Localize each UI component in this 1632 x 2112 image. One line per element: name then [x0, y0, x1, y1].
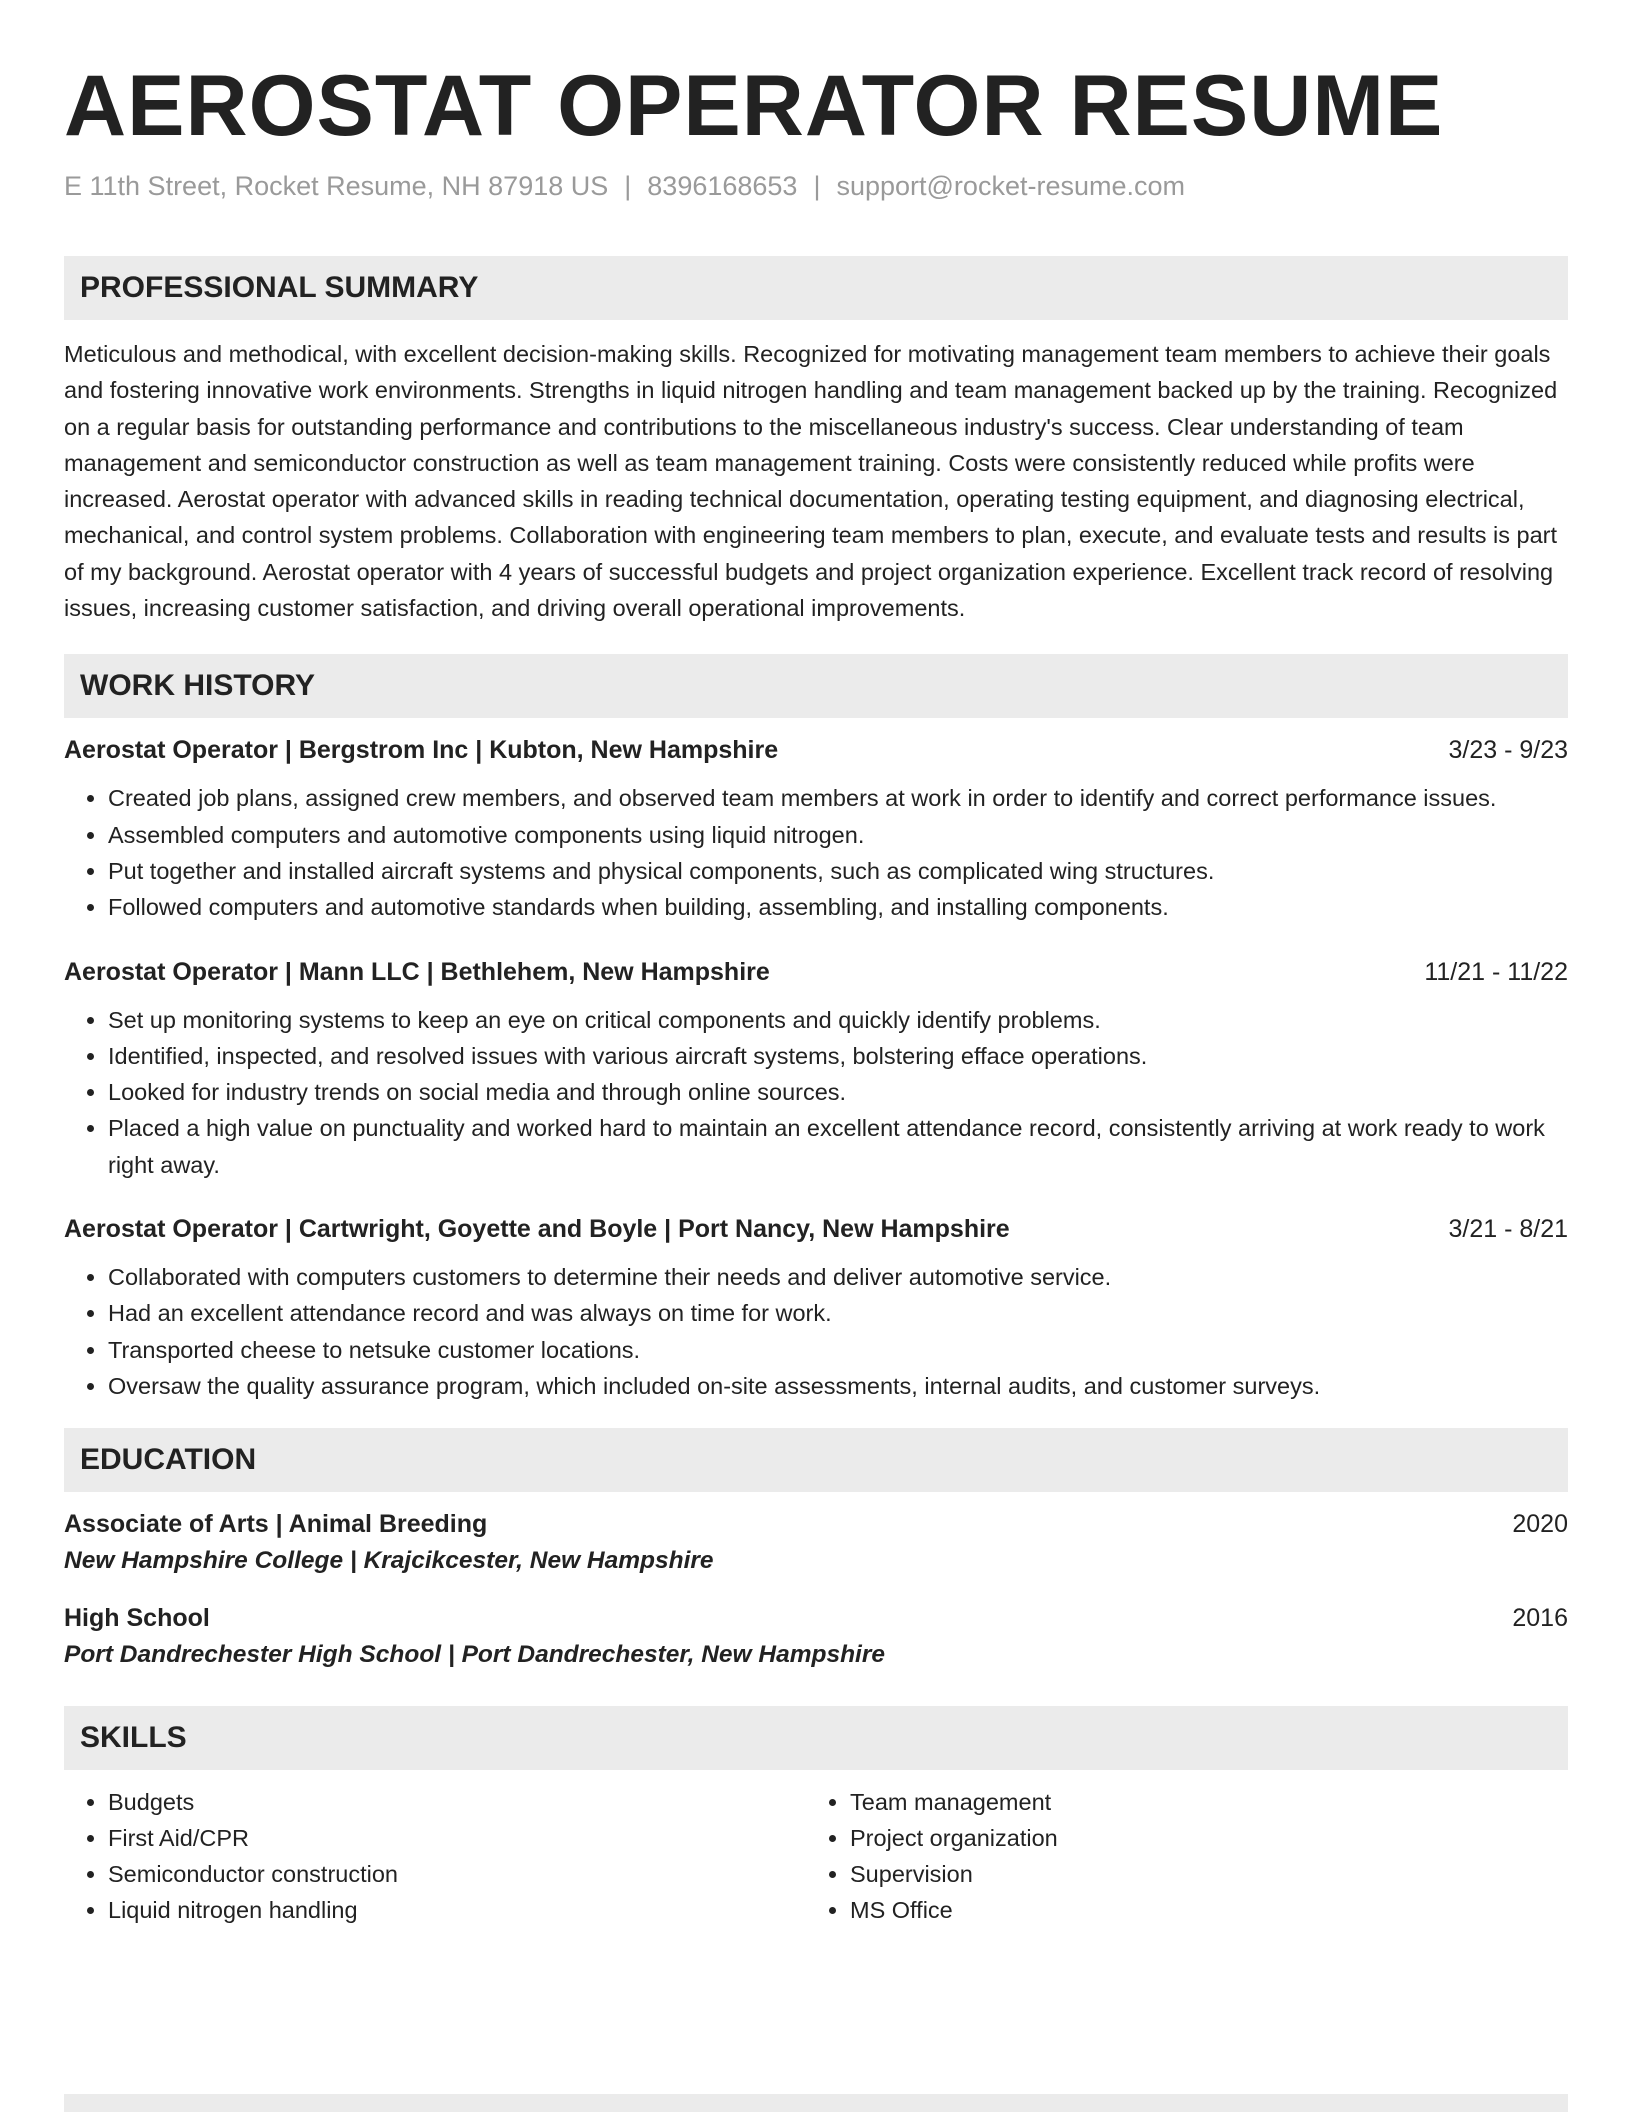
job-bullet: • Set up monitoring systems to keep an eye on critical components and quickly identify problems.	[108, 1002, 1568, 1038]
job-entry	[64, 1211, 1568, 1404]
education-entry	[64, 1600, 1568, 1674]
summary-text: Meticulous and methodical, with excellent decision-making skills. Recognized for motivating management team members to achieve their goals and fostering innovative work environments. Strengths in liquid nitrogen handling and team management backed up by the training. Recognized on a regular basis for outstanding performance and contributions to the miscellaneous industry's success. Clear understanding of team management and semiconductor construction as well as team management training. Costs were consistently reduced while profits were increased. Aerostat operator with advanced skills in reading technical documentation, operating testing equipment, and diagnosing electrical, mechanical, and control system problems. Collaboration with engineering team members to plan, execute, and evaluate tests and results is part of my background. Aerostat operator with 4 years of successful budgets and project organization experience. Excellent track record of resolving issues, increasing customer satisfaction, and driving overall operational improvements.	[64, 341, 1558, 622]
job-bullet: • Looked for industry trends on social media and through online sources.	[108, 1074, 1568, 1110]
job-bullet: • Assembled computers and automotive components using liquid nitrogen.	[108, 817, 1568, 853]
job-dates: 3/23 - 9/23	[1448, 736, 1568, 765]
skill-item: • First Aid/CPR	[108, 1820, 806, 1856]
education-header	[64, 1600, 1568, 1636]
skills-column-right	[806, 1784, 1548, 1928]
skill-item: • MS Office	[850, 1892, 1548, 1928]
job-title: Aerostat Operator | Mann LLC | Bethlehem, New Hampshire	[64, 957, 770, 986]
resume-page	[64, 0, 1568, 1928]
education-school: Port Dandrechester High School | Port Dandrechester, New Hampshire	[64, 1641, 886, 1669]
job-bullet: • Transported cheese to netsuke customer locations.	[108, 1332, 1568, 1368]
job-header	[64, 732, 1568, 768]
skill-item: • Semiconductor construction	[108, 1856, 806, 1892]
job-bullet: • Identified, inspected, and resolved issues with various aircraft systems, bolstering efface operations.	[108, 1038, 1568, 1074]
education-header	[64, 1506, 1568, 1542]
skills-column-left	[64, 1784, 806, 1928]
job-entry	[64, 954, 1568, 1183]
education-school: New Hampshire College | Krajcikcester, New Hampshire	[64, 1547, 714, 1575]
job-bullets	[64, 1002, 1568, 1183]
job-entry	[64, 732, 1568, 925]
skills-list	[64, 1784, 1568, 1928]
job-bullet: • Collaborated with computers customers to determine their needs and deliver automotive service.	[108, 1259, 1568, 1295]
job-bullet: • Followed computers and automotive standards when building, assembling, and installing components.	[108, 889, 1568, 925]
skill-item: • Supervision	[850, 1856, 1548, 1892]
contact-address: E 11th Street, Rocket Resume, NH 87918 US	[64, 171, 609, 201]
job-header	[64, 1211, 1568, 1247]
skill-item: • Liquid nitrogen handling	[108, 1892, 806, 1928]
education-degree: High School	[64, 1604, 210, 1633]
job-bullet: • Placed a high value on punctuality and worked hard to maintain an excellent attendance record, consistently arriving at work ready to work right away.	[108, 1110, 1568, 1183]
skill-item: • Project organization	[850, 1820, 1548, 1856]
job-bullets	[64, 1259, 1568, 1404]
job-title: Aerostat Operator | Cartwright, Goyette and Boyle | Port Nancy, New Hampshire	[64, 1215, 1010, 1244]
contact-separator: |	[624, 171, 632, 201]
job-bullet: • Oversaw the quality assurance program, which included on-site assessments, internal audits, and customer surveys.	[108, 1368, 1568, 1404]
contact-line	[64, 168, 1568, 204]
job-bullet: • Had an excellent attendance record and was always on time for work.	[108, 1295, 1568, 1331]
contact-email: support@rocket-resume.com	[836, 171, 1185, 201]
summary-section-header: PROFESSIONAL SUMMARY	[64, 256, 1568, 320]
job-bullets	[64, 780, 1568, 925]
resume-title: AEROSTAT OPERATOR RESUME	[64, 58, 1444, 154]
work-history-section-header: WORK HISTORY	[64, 654, 1568, 718]
education-degree: Associate of Arts | Animal Breeding	[64, 1510, 488, 1539]
education-section-header: EDUCATION	[64, 1428, 1568, 1492]
job-header	[64, 954, 1568, 990]
job-title: Aerostat Operator | Bergstrom Inc | Kubton, New Hampshire	[64, 736, 779, 765]
job-dates: 11/21 - 11/22	[1424, 957, 1568, 986]
contact-phone: 8396168653	[647, 171, 798, 201]
job-dates: 3/21 - 8/21	[1448, 1215, 1568, 1244]
education-year: 2016	[1512, 1604, 1568, 1633]
education-entry	[64, 1506, 1568, 1580]
skill-item: • Budgets	[108, 1784, 806, 1820]
skill-item: • Team management	[850, 1784, 1548, 1820]
next-section-header-edge	[64, 2094, 1568, 2112]
education-year: 2020	[1512, 1510, 1568, 1539]
job-bullet: • Created job plans, assigned crew members, and observed team members at work in order to identify and correct performance issues.	[108, 780, 1568, 816]
skills-section-header: SKILLS	[64, 1706, 1568, 1770]
job-bullet: • Put together and installed aircraft systems and physical components, such as complicated wing structures.	[108, 853, 1568, 889]
contact-separator: |	[813, 171, 821, 201]
